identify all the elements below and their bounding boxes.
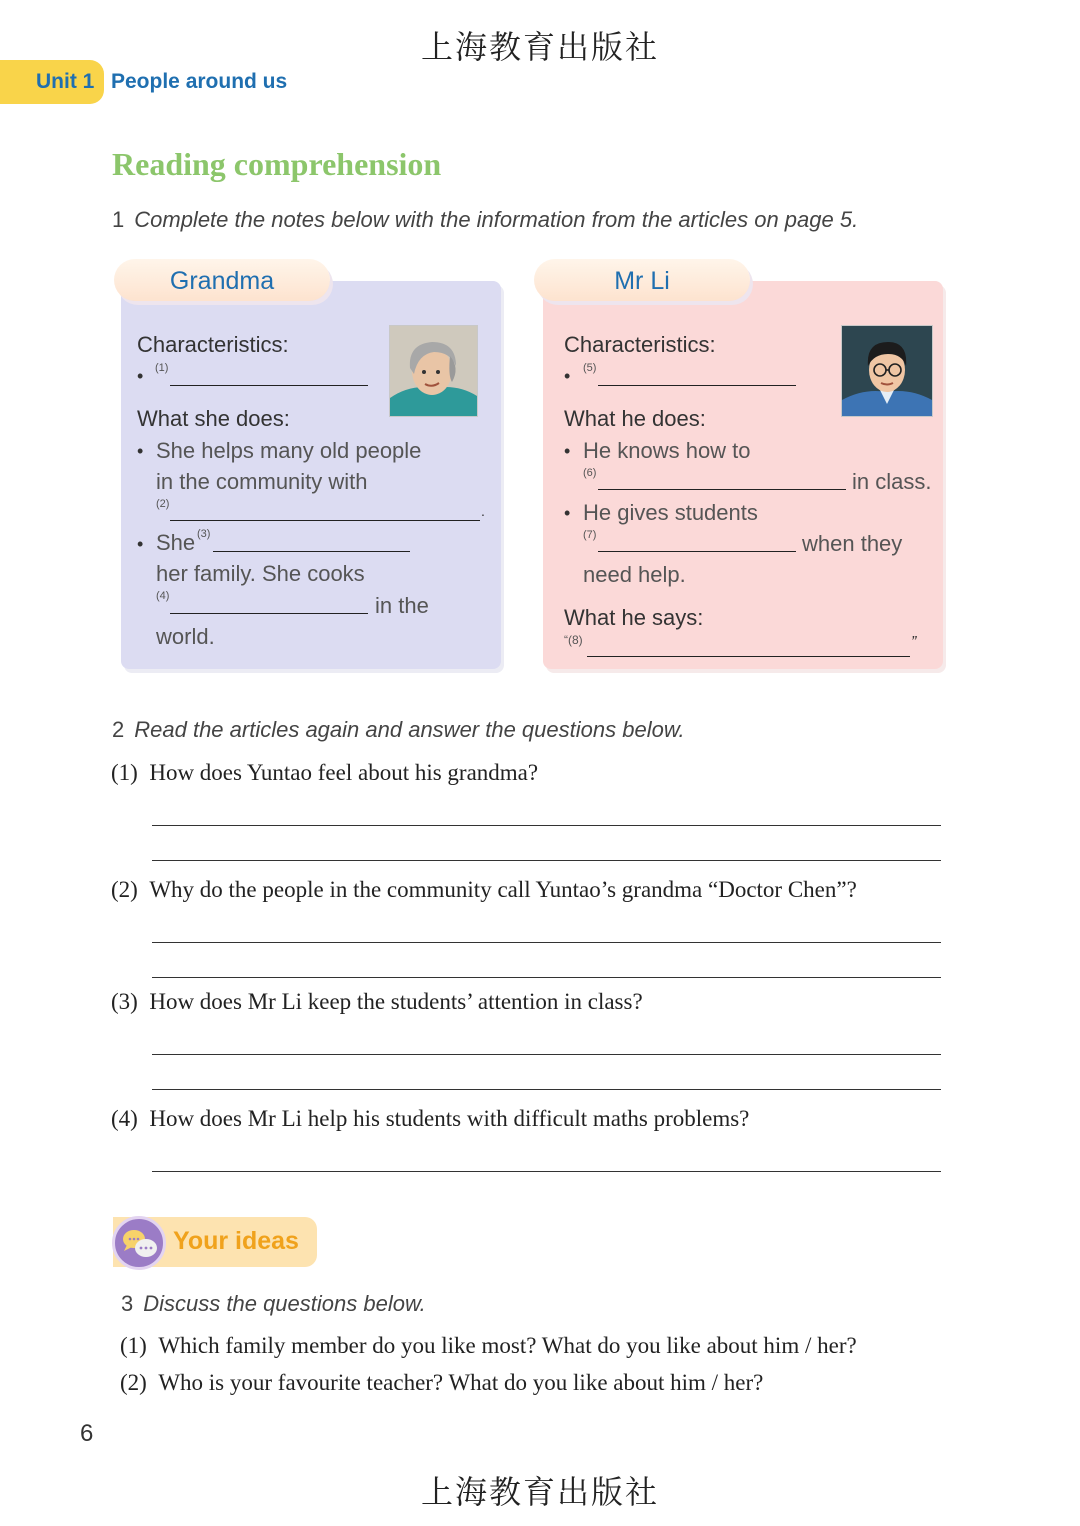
mrli-illustration [842, 326, 932, 416]
question-text: How does Yuntao feel about his grandma? [149, 760, 539, 785]
question-3 [111, 989, 643, 1015]
unit-title: People around us [111, 70, 288, 93]
answer-blank-5[interactable] [598, 385, 796, 386]
question-number: (4) [111, 1106, 138, 1131]
speech-bubbles-icon-svg [115, 1219, 163, 1267]
answer-line[interactable] [152, 1171, 941, 1172]
question-text: Who is your favourite teacher? What do you like about him / her? [158, 1370, 764, 1395]
grandma-photo [389, 325, 478, 417]
answer-line[interactable] [152, 1089, 941, 1090]
characteristics-heading: Characteristics: [564, 332, 716, 357]
what-she-does-heading: What she does: [137, 406, 290, 431]
exercise1-instruction [112, 207, 858, 233]
publisher-footer: 上海教育出版社 [420, 1473, 659, 1511]
blank-number: (4) [156, 590, 170, 602]
answer-blank-1[interactable] [170, 385, 368, 386]
unit-label: Unit 1 [36, 70, 95, 93]
question-number: (2) [120, 1370, 147, 1395]
answer-blank-8[interactable] [587, 656, 910, 657]
question-2 [111, 877, 857, 903]
question-text: Which family member do you like most? What do you like about him / her? [158, 1333, 857, 1358]
instruction-text: Read the articles again and answer the questions below. [134, 717, 685, 742]
page-number: 6 [80, 1420, 94, 1447]
question-number: (1) [120, 1333, 147, 1358]
answer-line[interactable] [152, 977, 941, 978]
bullet: • [564, 366, 571, 386]
answer-line[interactable] [152, 942, 941, 943]
question-1 [111, 760, 538, 786]
grandma-item2-line4: world. [156, 624, 215, 649]
blank-number: (1) [155, 362, 169, 374]
mrli-photo [841, 325, 933, 417]
blank-number: (3) [197, 528, 211, 540]
your-ideas-label: Your ideas [173, 1227, 299, 1255]
answer-blank-3[interactable] [213, 551, 410, 552]
question-number: (2) [111, 877, 138, 902]
grandma-item1-line1: She helps many old people [156, 438, 422, 463]
speech-bubbles-icon [112, 1216, 166, 1270]
grandma-item1-line2: in the community with [156, 469, 368, 494]
blank-number: “(8) [564, 633, 583, 647]
mrli-item2-after7: when they [802, 531, 903, 556]
blank-number: (5) [583, 362, 597, 374]
blank-number: (6) [583, 467, 597, 479]
answer-blank-6[interactable] [598, 489, 846, 490]
grandma-item2-after4: in the [375, 593, 429, 618]
mrli-item1-end: in class. [852, 469, 932, 494]
grandma-item2-start: She [156, 530, 196, 555]
answer-line[interactable] [152, 1054, 941, 1055]
answer-line[interactable] [152, 860, 941, 861]
bullet: • [564, 503, 571, 523]
period: . [481, 503, 485, 519]
instruction-text: Discuss the questions below. [143, 1291, 426, 1316]
question-number: (3) [111, 989, 138, 1014]
mrli-item2-line1: He gives students [583, 500, 758, 525]
instruction-text: Complete the notes below with the information from the articles on page 5. [134, 207, 859, 232]
question-4 [111, 1106, 749, 1132]
blank-number: (2) [156, 498, 170, 510]
exercise-number: 1 [112, 207, 125, 232]
mrli-item2-line3: need help. [583, 562, 686, 587]
blank-number: (7) [583, 529, 597, 541]
bullet: • [137, 441, 144, 461]
discussion-question-2 [120, 1370, 763, 1396]
what-he-does-heading: What he does: [564, 406, 706, 431]
what-he-says-heading: What he says: [564, 605, 704, 630]
bullet: • [137, 366, 144, 386]
exercise3-instruction [121, 1291, 426, 1317]
question-number: (1) [111, 760, 138, 785]
answer-blank-7[interactable] [598, 551, 796, 552]
bullet: • [137, 534, 144, 554]
exercise-number: 3 [121, 1291, 134, 1316]
answer-blank-2[interactable] [170, 520, 480, 521]
exercise2-instruction [112, 717, 685, 743]
grandma-illustration [390, 326, 477, 416]
mrli-item1-line1: He knows how to [583, 438, 751, 463]
characteristics-heading: Characteristics: [137, 332, 289, 357]
question-text: How does Mr Li help his students with difficult maths problems? [149, 1106, 750, 1131]
exercise-number: 2 [112, 717, 125, 742]
grandma-item2-line2: her family. She cooks [156, 561, 365, 586]
discussion-question-1 [120, 1333, 857, 1359]
answer-blank-4[interactable] [170, 613, 368, 614]
bullet: • [564, 441, 571, 461]
grandma-tab: Grandma [114, 259, 330, 301]
question-text: Why do the people in the community call Yuntao’s grandma “Doctor Chen”? [149, 877, 857, 902]
answer-line[interactable] [152, 825, 941, 826]
mrli-tab: Mr Li [534, 259, 750, 301]
section-title: Reading comprehension [112, 146, 442, 182]
publisher-header: 上海教育出版社 [420, 28, 659, 66]
close-quote: ” [911, 634, 917, 651]
question-text: How does Mr Li keep the students’ attention in class? [149, 989, 643, 1014]
